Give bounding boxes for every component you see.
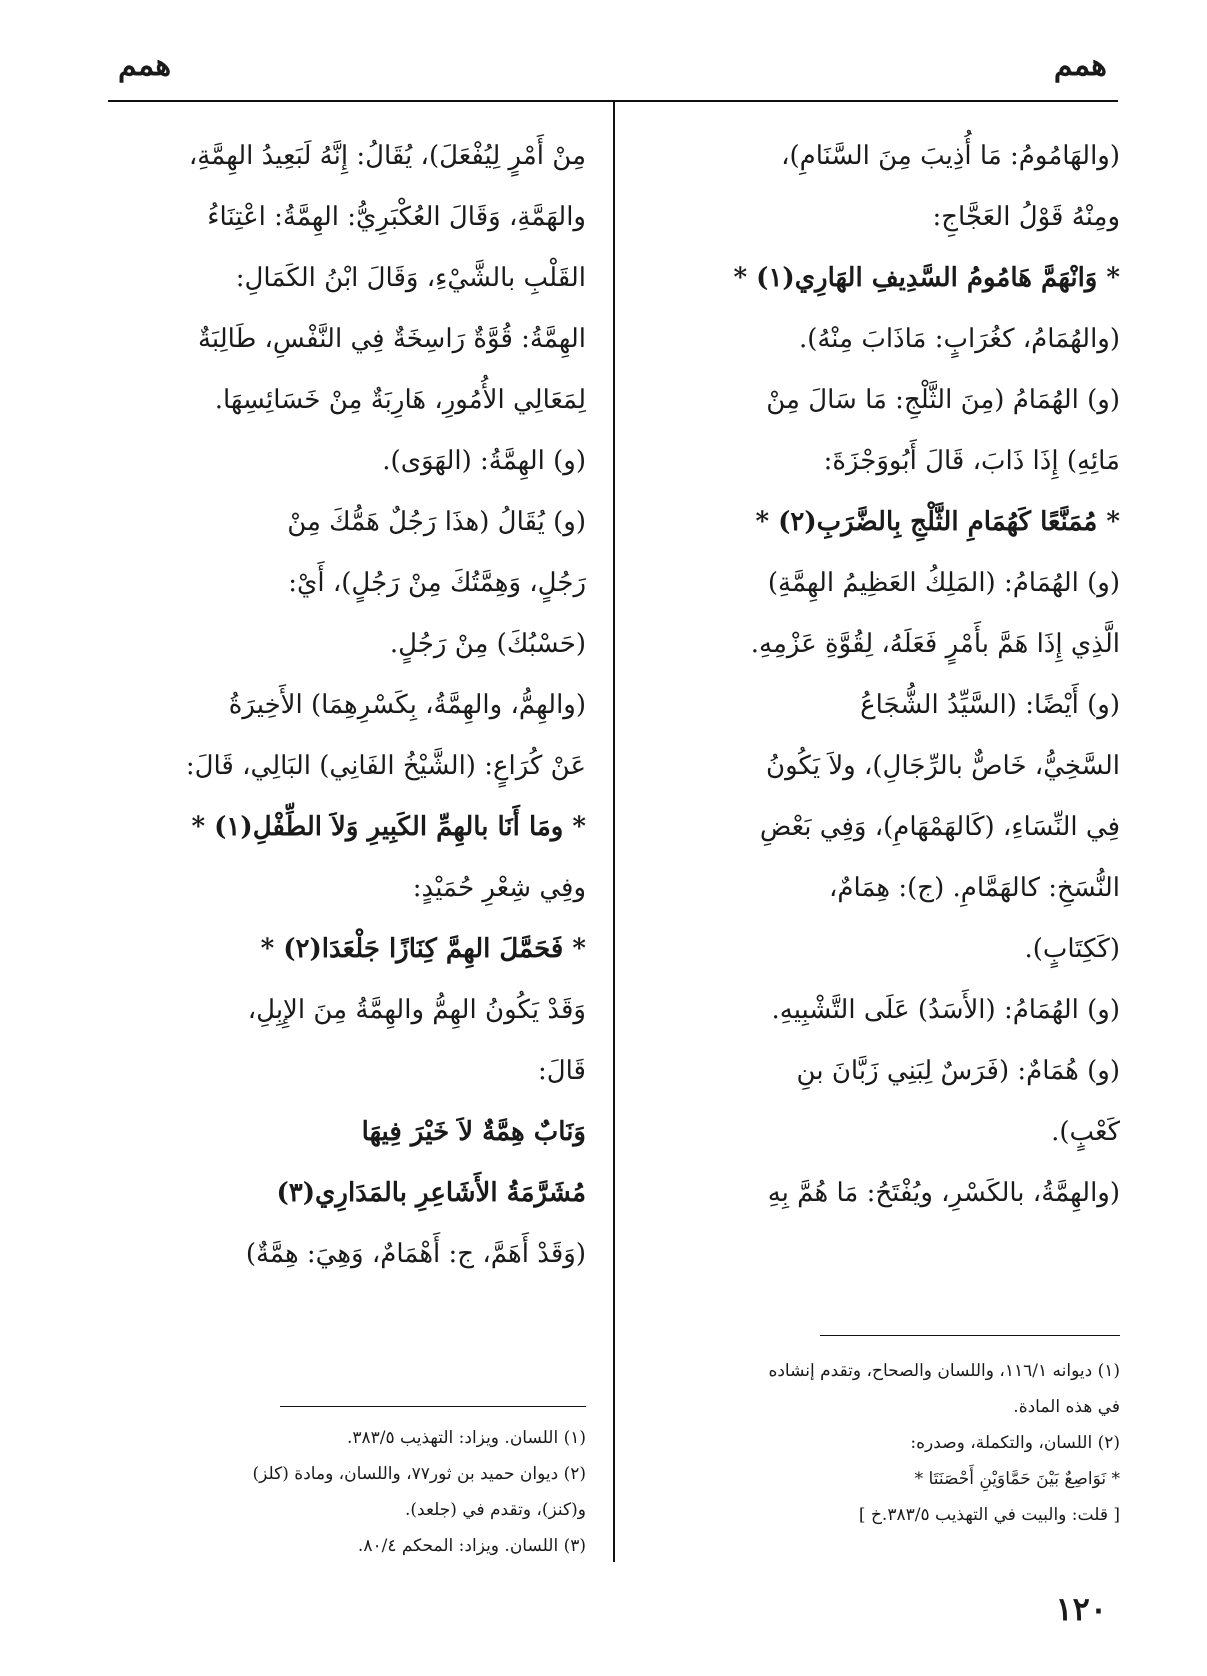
text-line: (وَقَدْ أَهَمَّ، ج: أَهْمَامٌ، وَهِيَ: هِمَّةٌ) [245, 1239, 586, 1269]
verse-line: * فَحَمَّلَ الهِمَّ كِنَازًا جَلْعَدَا(٢) * [260, 934, 586, 964]
text-line: القَلْبِ بالشَّيْءِ، وَقَالَ ابْنُ الكَمَالِ: [235, 263, 586, 293]
verse-line: * وَانْهَمَّ هَامُومُ السَّدِيفِ الهَارِي(١) * [733, 263, 1120, 293]
footnotes-left [118, 1420, 586, 1564]
text-line: قَالَ: [537, 1056, 586, 1086]
text-line: (والهَامُومُ: مَا أُذِيبَ مِنَ السَّنَامِ)، [781, 141, 1120, 171]
footnote-line: و(كنز)، وتقدم في (جلعد). [405, 1500, 586, 1520]
right-column [650, 126, 1120, 1224]
text-line: (و) الهُمَامُ (مِنَ الثَّلْجِ: مَا سَالَ مِنْ [766, 385, 1120, 415]
running-header-left: همم [118, 48, 172, 83]
text-line: مِنْ أَمْرٍ لِيُفْعَلَ)، يُقَالُ: إِنَّهُ لَبَعِيدُ الهِمَّةِ، [188, 141, 586, 171]
footnote-rule-right [820, 1335, 1120, 1336]
text-line: عَنْ كُرَاعٍ: (الشَّيْخُ الفَانِي) البَالِي، قَالَ: [185, 751, 586, 781]
text-line: مَائِهِ) إِذَا ذَابَ، قَالَ أَبُووَجْزَةَ: [823, 446, 1120, 476]
text-line: (و) الهُمَامُ: (الأَسَدُ) عَلَى التَّشْبِيهِ. [771, 995, 1120, 1025]
footnote-line: * نَوَاصِعٌ بَيْنَ حَمَّاوَيْنِ أَحْصَنَتَا * [914, 1469, 1120, 1489]
text-line: (والهُمَامُ، كغُرَابٍ: مَاذَابَ مِنْهُ). [798, 324, 1120, 354]
footnote-line: (٢) اللسان، والتكملة، وصدره: [910, 1433, 1120, 1453]
text-line: لِمَعَالِي الأُمُورِ، هَارِبَةٌ مِنْ خَسَائِسِهَا. [214, 385, 586, 415]
text-line: الَّذِي إِذَا هَمَّ بأَمْرٍ فَعَلَهُ، لِقُوَّةِ عَزْمِهِ. [750, 629, 1120, 659]
text-line: (و) الهِمَّةُ: (الهَوَى). [382, 446, 586, 476]
text-line: وَقَدْ يَكُونُ الهِمُّ والهِمَّةُ مِنَ الإِبِلِ، [247, 995, 586, 1025]
text-line: الهِمَّةُ: قُوَّةٌ رَاسِخَةٌ فِي النَّفْسِ، طَالِبَةٌ [197, 324, 586, 354]
text-line: (كَكِتَابٍ). [1024, 934, 1120, 964]
text-line: (و) هُمَامٌ: (فَرَسٌ لِبَنِي زَبَّانَ بنِ [796, 1056, 1120, 1086]
footnote-line: [ قلت: والبيت في التهذيب ٣٨٣/٥.خ ] [858, 1505, 1120, 1525]
text-line: (والهِمُّ، والهِمَّةُ، بِكَسْرِهِمَا) الأَخِيرَةُ [228, 690, 586, 720]
text-line: كَعْبٍ). [1051, 1117, 1120, 1147]
text-line: فِي النِّسَاءِ، (كَالهَمْهَامِ)، وَفِي بَعْضِ [759, 812, 1120, 842]
text-line: (و) الهُمَامُ: (المَلِكُ العَظِيمُ الهِمَّةِ) [767, 568, 1120, 598]
text-line: والهَمَّةِ، وَقَالَ العُكْبَرِيُّ: الهِمَّةُ: اعْتِنَاءُ [207, 202, 586, 232]
footnote-line: (١) اللسان. ويزاد: التهذيب ٣٨٣/٥. [346, 1428, 586, 1448]
footnotes-right [650, 1353, 1120, 1533]
footnote-rule-left [280, 1406, 586, 1407]
verse-line: * مُمَنَّعًا كَهُمَامِ الثَّلْجِ بِالضَّرَبِ(٢) * [755, 507, 1120, 537]
footnote-line: في هذه المادة. [1013, 1397, 1120, 1417]
running-header-right: همم [1053, 48, 1107, 83]
text-line: وفِي شِعْرِ حُمَيْدٍ: [412, 873, 586, 903]
verse-line: وَنَابٌ هِمَّةٌ لاَ خَيْرَ فِيهَا [361, 1117, 586, 1147]
text-line: ومِنْهُ قَوْلُ العَجَّاجِ: [932, 202, 1120, 232]
left-column [118, 126, 586, 1285]
text-line: (و) يُقَالُ (هذَا رَجُلٌ هَمُّكَ مِنْ [287, 507, 586, 537]
verse-line: مُشَرَّمَةُ الأَشَاعِرِ بالمَدَارِي(٣) [276, 1178, 586, 1208]
footnote-line: (٣) اللسان. ويزاد: المحكم ٨٠/٤. [357, 1536, 586, 1556]
text-line: رَجُلٍ، وَهِمَّتُكَ مِنْ رَجُلٍ)، أَيْ: [288, 568, 586, 598]
text-line: النُّسَخِ: كالهَمَّامِ. (ج): هِمَامٌ، [828, 873, 1120, 903]
text-line: (والهِمَّةُ، بالكَسْرِ، ويُفْتَحُ: مَا هُمَّ بِهِ [767, 1178, 1120, 1208]
verse-line: * ومَا أَنَا بالهِمِّ الكَبِيرِ وَلاَ الطِّفْلِ(١) * [191, 812, 586, 842]
page-number: ١٢٠ [1055, 1590, 1107, 1628]
text-line: (و) أَيْضًا: (السَّيِّدُ الشُّجَاعُ [860, 690, 1120, 720]
footnote-line: (٢) ديوان حميد بن ثور٧٧، واللسان، ومادة (كلز) [252, 1464, 586, 1484]
footnote-line: (١) ديوانه ١١٦/١، واللسان والصحاح، وتقدم إنشاده [768, 1361, 1120, 1381]
text-line: (حَسْبُكَ) مِنْ رَجُلٍ. [389, 629, 586, 659]
column-divider [613, 102, 615, 1562]
text-line: السَّخِيُّ، خَاصٌّ بالرِّجَالِ)، ولاَ يَكُونُ [765, 751, 1120, 781]
